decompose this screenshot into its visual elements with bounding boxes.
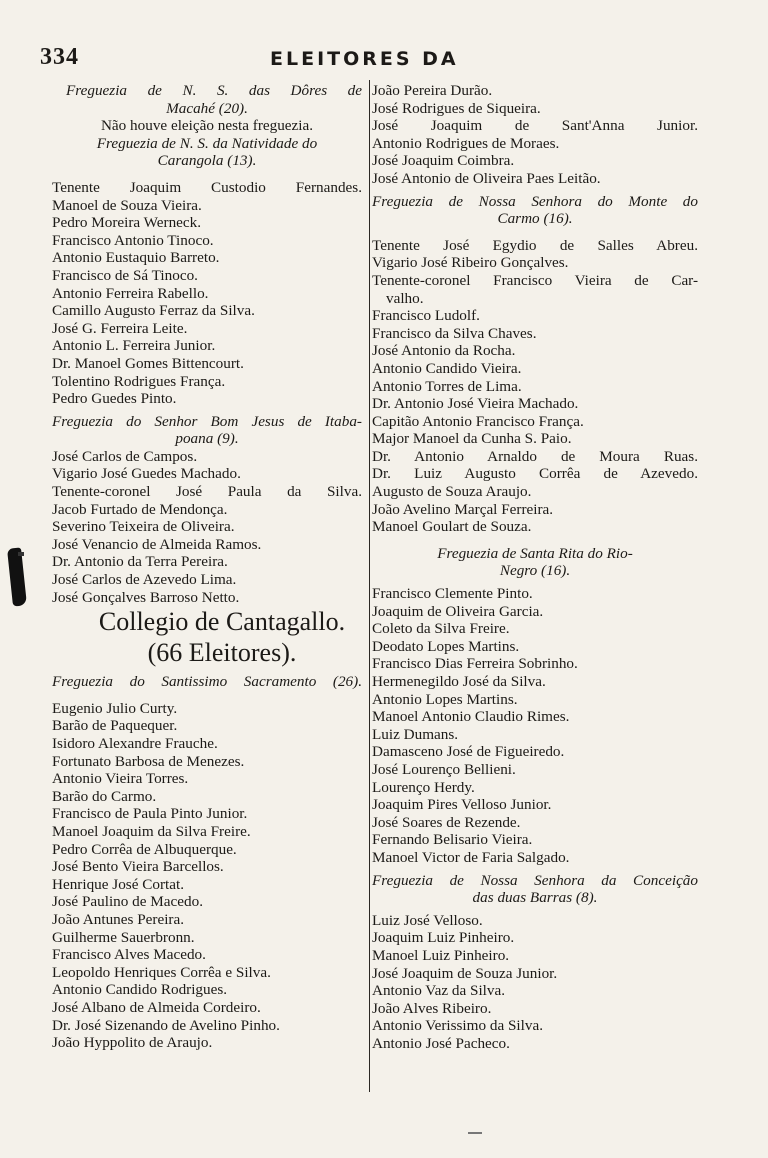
entry-line: Barão de Paquequer. — [52, 717, 178, 735]
entry-line: José Carlos de Azevedo Lima. — [52, 571, 237, 589]
entry-line: Dr. Manoel Gomes Bittencourt. — [52, 354, 244, 372]
spacer — [372, 228, 698, 237]
entry-line: Antonio Vieira Torres. — [52, 770, 189, 788]
entry-line: José Gonçalves Barroso Netto. — [52, 588, 240, 606]
entry-line: José Paulino de Macedo. — [52, 893, 203, 911]
entry-line: José Rodrigues de Siqueira. — [372, 99, 541, 117]
right-column — [372, 82, 698, 1052]
entry-line: Dr. Antonio José Vieira Machado. — [372, 395, 579, 413]
page-header — [0, 44, 768, 74]
spacer — [52, 691, 362, 700]
entry-line: Major Manoel da Cunha S. Paio. — [372, 430, 572, 448]
entry-line: Antonio L. Ferreira Junior. — [52, 337, 216, 355]
entry-line: Jacob Furtado de Mendonça. — [52, 500, 228, 518]
entry-line: Manoel Joaquim da Silva Freire. — [52, 822, 251, 840]
entry-line: Francisco da Silva Chaves. — [372, 324, 537, 342]
entry-line: Luiz José Velloso. — [372, 911, 483, 929]
entry-line: José Joaquim Coimbra. — [372, 152, 515, 170]
entry-line: João Hyppolito de Araujo. — [52, 1034, 213, 1052]
entry-line: Isidoro Alexandre Frauche. — [52, 735, 218, 752]
entry-line: Francisco de Sá Tinoco. — [52, 266, 198, 284]
entry-line: João Alves Ribeiro. — [372, 999, 492, 1017]
entry-line: Camillo Augusto Ferraz da Silva. — [52, 302, 255, 320]
section-title: Collegio de Cantagallo. — [98, 607, 346, 637]
column-divider — [369, 80, 370, 1092]
entry-line: Antonio Lopes Martins. — [372, 690, 518, 708]
entry-line: Francisco Clemente Pinto. — [372, 585, 533, 603]
entry-line: Dr. José Sizenando de Avelino Pinho. — [52, 1016, 280, 1034]
entry-line: Deodato Lopes Martins. — [372, 637, 520, 655]
entry-line: João Antunes Pereira. — [52, 910, 185, 928]
entry-line: Tolentino Rodrigues França. — [52, 372, 226, 390]
entry-line: Antonio Ferreira Rabello. — [52, 284, 209, 302]
running-title: ELEITORES DA — [270, 48, 459, 70]
ink-speck — [18, 552, 24, 556]
page-number: 334 — [40, 44, 79, 70]
parish-heading: Freguezia do Santissimo Sacramento (26). — [52, 673, 362, 691]
entry-line: Coleto da Silva Freire. — [372, 620, 510, 638]
ink-blot — [7, 547, 27, 606]
left-column — [52, 82, 362, 1052]
entry-line: José Joaquim de Sant'Anna Junior. — [372, 117, 698, 135]
entry-line: José Albano de Almeida Cordeiro. — [52, 998, 261, 1016]
entry-line: Antonio Candido Vieira. — [372, 359, 522, 377]
entry-line: João Avelino Marçal Ferreira. — [372, 500, 554, 518]
entry-line: Francisco Dias Ferreira Sobrinho. — [372, 655, 578, 673]
entry-line: Damasceno José de Figueiredo. — [372, 743, 565, 761]
entry-line: Guilherme Sauerbronn. — [52, 928, 195, 946]
entry-line: Capitão Antonio Francisco França. — [372, 412, 584, 430]
entry-line: Tenente José Egydio de Salles Abreu. — [372, 236, 698, 254]
entry-line: Manoel de Souza Vieira. — [52, 196, 202, 214]
entry-line: Dr. Luiz Augusto Corrêa de Azevedo. — [372, 465, 698, 483]
entry-line: Manoel Victor de Faria Salgado. — [372, 848, 570, 866]
parish-heading: Macahé (20). — [166, 99, 248, 117]
entry-line: José G. Ferreira Leite. — [52, 319, 188, 337]
spacer — [372, 536, 698, 545]
paper-mark — [468, 1132, 482, 1134]
entry-line: Antonio Torres de Lima. — [372, 377, 522, 395]
entry-line: Antonio José Pacheco. — [372, 1034, 510, 1052]
entry-line: Fortunato Barbosa de Menezes. — [52, 752, 245, 770]
entry-line: Vigario José Ribeiro Gonçalves. — [372, 254, 569, 272]
entry-line: Francisco Antonio Tinoco. — [52, 231, 214, 249]
parish-heading: Freguezia de Nossa Senhora do Monte do — [372, 192, 698, 210]
entry-line: Pedro Corrêa de Albuquerque. — [52, 840, 237, 858]
entry-line: Joaquim Pires Velloso Junior. — [372, 796, 552, 814]
entry-line: Manoel Antonio Claudio Rimes. — [372, 708, 570, 726]
entry-line: Francisco Ludolf. — [372, 307, 480, 325]
parish-heading: poana (9). — [175, 430, 239, 448]
entry-line: Antonio Verissimo da Silva. — [372, 1017, 543, 1035]
entry-line: João Pereira Durão. — [372, 82, 493, 99]
entry-line: Francisco de Paula Pinto Junior. — [52, 805, 248, 823]
entry-line: Joaquim de Oliveira Garcia. — [372, 602, 544, 620]
entry-line: Luiz Dumans. — [372, 725, 459, 743]
entry-line: Lourenço Herdy. — [372, 778, 475, 796]
entry-line: Leopoldo Henriques Corrêa e Silva. — [52, 963, 271, 981]
entry-line: José Bento Vieira Barcellos. — [52, 858, 224, 876]
entry-line: Henrique José Cortat. — [52, 875, 185, 893]
entry-line: Tenente-coronel Francisco Vieira de Car- — [372, 271, 698, 289]
entry-line: José Antonio da Rocha. — [372, 342, 516, 360]
parish-heading: Freguezia de N. S. da Natividade do — [96, 134, 318, 152]
parish-heading: Freguezia de N. S. das Dôres de — [66, 82, 362, 99]
entry-line: Pedro Moreira Werneck. — [52, 214, 202, 232]
entry-line: Antonio Vaz da Silva. — [372, 982, 506, 1000]
entry-line: Barão do Carmo. — [52, 787, 157, 805]
entry-line: Manoel Luiz Pinheiro. — [372, 946, 510, 964]
entry-line: José Antonio de Oliveira Paes Leitão. — [372, 169, 601, 187]
entry-line: Vigario José Guedes Machado. — [52, 465, 241, 483]
parish-heading: Carmo (16). — [497, 210, 573, 228]
entry-line: Francisco Alves Macedo. — [52, 946, 206, 964]
entry-line: José Carlos de Campos. — [52, 447, 198, 465]
parish-heading: Carangola (13). — [157, 152, 257, 170]
entry-line: José Soares de Rezende. — [372, 813, 521, 831]
entry-line: Dr. Antonio Arnaldo de Moura Ruas. — [372, 447, 698, 465]
spacer — [52, 170, 362, 179]
entry-line: Antonio Candido Rodrigues. — [52, 981, 228, 999]
entry-line: José Venancio de Almeida Ramos. — [52, 535, 262, 553]
entry-line: Manoel Goulart de Souza. — [372, 518, 532, 536]
parish-heading: Freguezia de Nossa Senhora da Conceição — [372, 871, 698, 889]
entry-line: Tenente-coronel José Paula da Silva. — [52, 483, 362, 501]
entry-line: Fernando Belisario Vieira. — [372, 831, 533, 849]
section-title: (66 Eleitores). — [147, 638, 297, 668]
parish-heading: Negro (16). — [499, 562, 571, 580]
entry-line: Severino Teixeira de Oliveira. — [52, 518, 235, 536]
entry-line: Hermenegildo José da Silva. — [372, 673, 546, 690]
entry-line: Antonio Eustaquio Barreto. — [52, 249, 220, 267]
entry-line: Pedro Guedes Pinto. — [52, 390, 177, 408]
entry-line: Tenente Joaquim Custodio Fernandes. — [52, 178, 362, 196]
entry-line: Dr. Antonio da Terra Pereira. — [52, 553, 228, 571]
entry-line: José Joaquim de Souza Junior. — [372, 964, 558, 982]
entry-line: Joaquim Luiz Pinheiro. — [372, 929, 515, 947]
entry-line: valho. — [386, 289, 424, 307]
parish-heading: Freguezia do Senhor Bom Jesus de Itaba- — [52, 412, 362, 430]
entry-line: Eugenio Julio Curty. — [52, 699, 178, 717]
entry-line: Não houve eleição nesta freguezia. — [100, 117, 314, 135]
entry-line: José Lourenço Bellieni. — [372, 760, 516, 778]
entry-line: Augusto de Souza Araujo. — [372, 483, 532, 501]
parish-heading: das duas Barras (8). — [472, 889, 598, 907]
parish-heading: Freguezia de Santa Rita do Rio- — [437, 544, 633, 562]
entry-line: Antonio Rodrigues de Moraes. — [372, 134, 560, 152]
